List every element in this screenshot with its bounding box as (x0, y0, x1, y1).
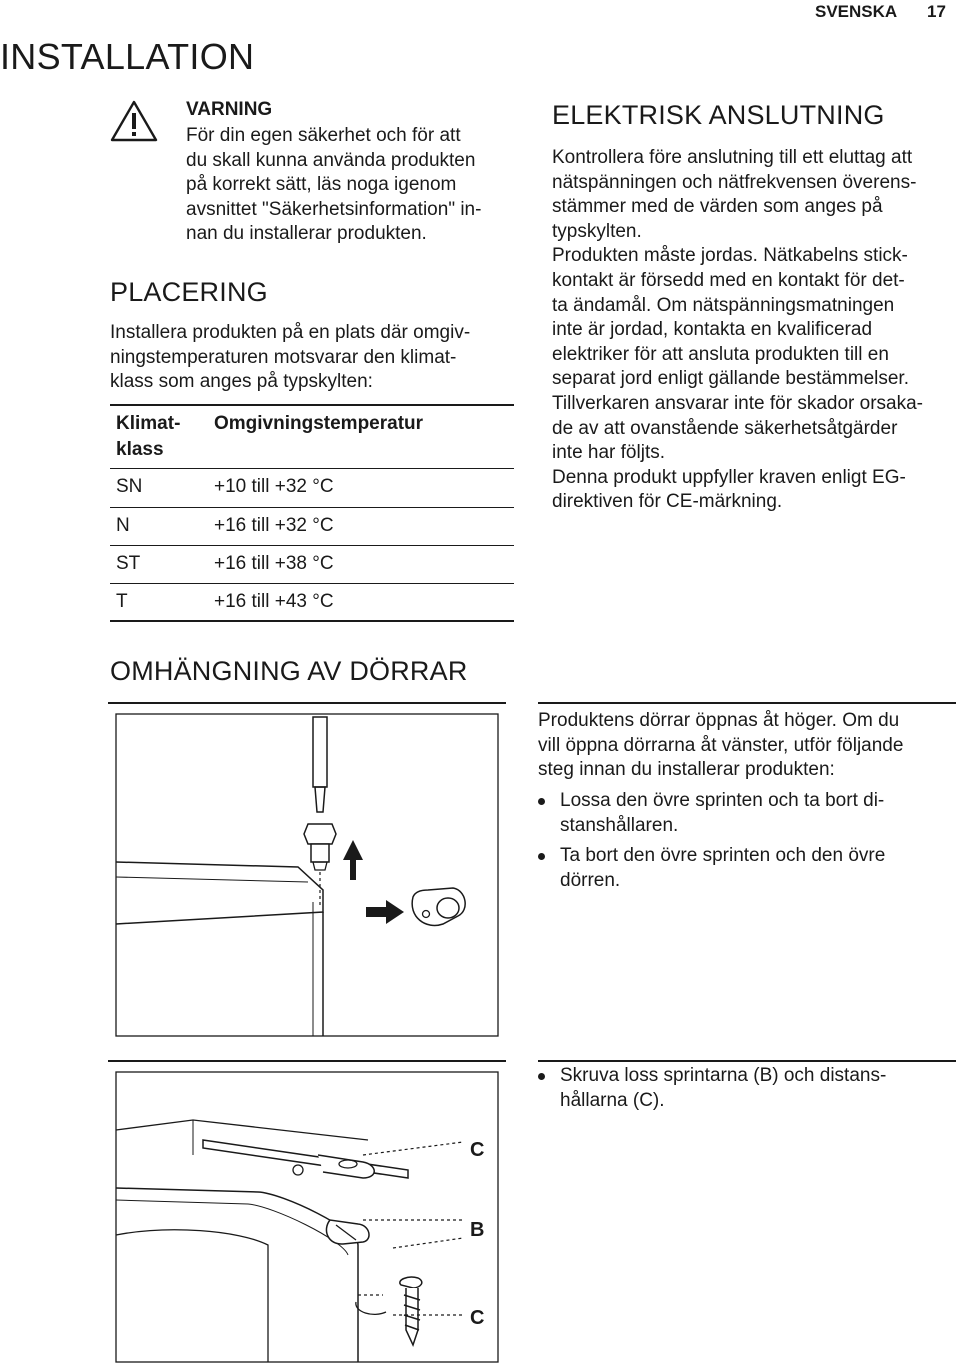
warning-title: VARNING (186, 99, 273, 120)
pin-icon (304, 824, 336, 870)
warning-icon (110, 100, 158, 142)
step-item: Skruva loss sprintarna (B) och distans- hållarna (C). (538, 1064, 886, 1113)
step-item: Lossa den övre sprinten och ta bort di- stanshållaren. (538, 789, 885, 838)
placering-heading: PLACERING (110, 277, 268, 307)
table-cell-klass: ST (116, 553, 141, 574)
warning-text: För din egen säkerhet och för att du skall kunna använda produkten på korrekt sätt, läs noga igenom avsnittet "Säkerhetsinformation" in- nan du installerar produkten. (186, 125, 482, 245)
door-intro-text: Produktens dörrar öppnas åt höger. Om du vill öppna dörrarna åt vänster, utför följande steg innan du installerar produkten: (538, 710, 904, 781)
label-c-top: C (470, 1139, 485, 1161)
table-cell-temp: +10 till +32 °C (214, 476, 334, 497)
text-rule (538, 702, 956, 704)
omhangning-heading: OMHÄNGNING AV DÖRRAR (110, 656, 468, 686)
label-b: B (470, 1219, 485, 1241)
table-cell-klass: N (116, 515, 130, 536)
figure-remove-pins-spacers (108, 1060, 506, 1365)
elektrisk-text: Kontrollera före anslutning till ett eluttag att nätspänningen och nätfrekvensen överens- stämmer med de värden som anges på typskylten. Produkten måste jordas. Nätkabelns stick- kontakt är försedd med en kontakt för det- ta ändamål. Om nätspänningsmatningen inte är jordad, kontakta en kvalificerad elektriker för att ansluta produkten till en separat jord enligt gällande bestämmelser. Tillverkaren ansvarar inte för skador orsaka- de av att ovanstående säkerhetsåtgärder inte har följts. Denna produkt uppfyller kraven enligt EG- direktiven för CE-märkning. (552, 147, 923, 513)
table-header-klass: Klimat- klass (116, 413, 181, 460)
screw-icon (400, 1277, 422, 1345)
table-rule (110, 468, 514, 469)
table-rule (110, 545, 514, 546)
step-item: Ta bort den övre sprinten och den övre dörren. (538, 844, 885, 893)
climate-class-table (110, 404, 514, 622)
text-rule (538, 1060, 956, 1062)
table-rule (110, 583, 514, 584)
arrow-right-icon (366, 900, 404, 924)
steps-list-2 (538, 1064, 886, 1113)
table-cell-temp: +16 till +38 °C (214, 553, 334, 574)
table-cell-temp: +16 till +43 °C (214, 591, 334, 612)
table-rule (110, 507, 514, 508)
table-rule-bottom (110, 620, 514, 622)
placering-text: Installera produkten på en plats där omgiv- ningstemperaturen motsvarar den klimat- klass som anges på typskylten: (110, 322, 471, 393)
elektrisk-heading: ELEKTRISK ANSLUTNING (552, 100, 885, 130)
steps-list-1 (538, 789, 885, 899)
table-cell-klass: T (116, 591, 128, 612)
table-cell-temp: +16 till +32 °C (214, 515, 334, 536)
screwdriver-icon (313, 717, 327, 812)
header-language: SVENSKA (815, 2, 898, 21)
page-title: INSTALLATION (0, 36, 255, 77)
table-cell-klass: SN (116, 476, 143, 497)
table-header-temperature: Omgivningstemperatur (214, 413, 424, 434)
page-number: 17 (927, 2, 946, 21)
arrow-up-icon (343, 840, 363, 880)
label-c-bottom: C (470, 1307, 485, 1329)
table-rule-top (110, 404, 514, 406)
figure-remove-upper-pin (108, 702, 506, 1042)
spacer-icon (412, 888, 465, 925)
